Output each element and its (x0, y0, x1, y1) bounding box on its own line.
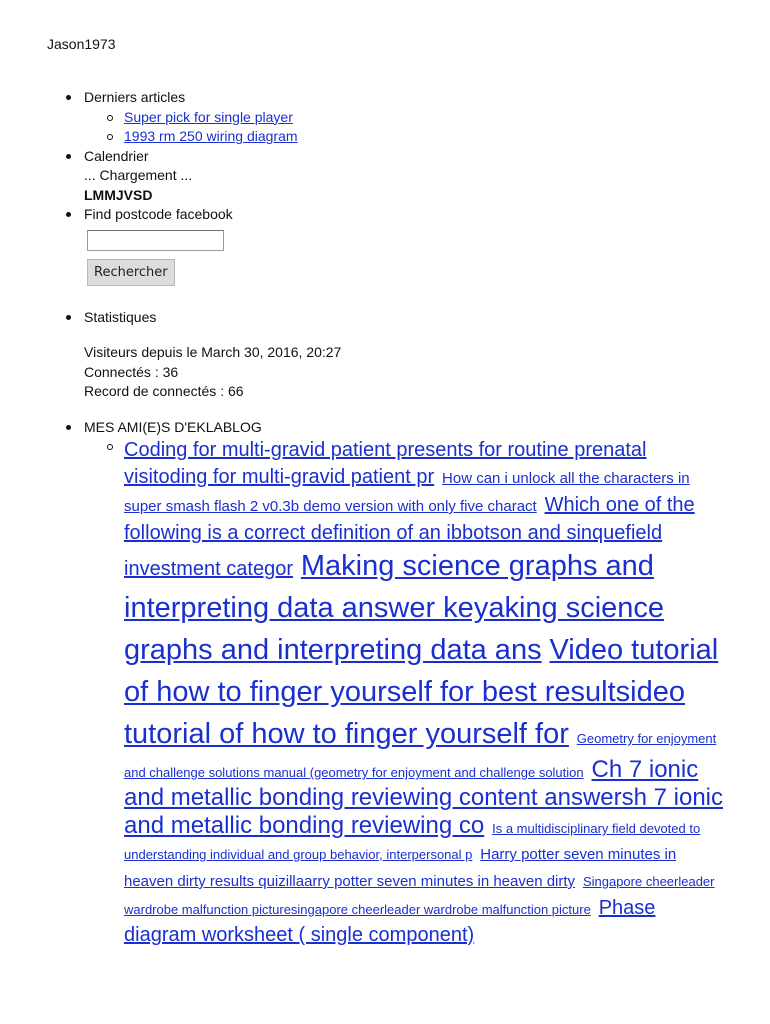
statistics-section (84, 308, 724, 402)
list-item (124, 108, 724, 128)
friend-link[interactable]: Video tutorial of how to finger yourself for best resultsideo tutorial of how to finger yourself for (124, 634, 719, 750)
friend-link[interactable]: Phase diagram worksheet ( single component) (124, 897, 656, 946)
friends-section (84, 418, 724, 950)
friend-link[interactable]: How can i unlock all the characters in super smash flash 2 v0.3b demo version with only five charact (124, 470, 690, 515)
search-section (84, 205, 724, 286)
friend-link[interactable]: Making science graphs and interpreting data answer keyaking science graphs and interpreting data ans (124, 550, 665, 666)
statistics-title: Statistiques (84, 308, 157, 325)
friends-title: MES AMI(E)S D'EKLABLOG (84, 418, 262, 435)
calendar-section (84, 147, 724, 206)
username: Jason1973 (47, 36, 116, 52)
list-item (124, 437, 724, 949)
friend-link[interactable]: Coding for multi-gravid patient presents for routine prenatal visitoding for multi-gravid patient pr (124, 439, 647, 488)
search-input[interactable] (87, 230, 224, 251)
friend-link[interactable]: Ch 7 ionic and metallic bonding reviewing content answersh 7 ionic and metallic bonding reviewing co (124, 756, 724, 839)
calendar-loading: ... Chargement ... (84, 167, 193, 183)
recent-articles-title: Derniers articles (84, 89, 186, 105)
friend-link[interactable]: Is a multidisciplinary field devoted to understanding individual and group behavior, interpersonal p (124, 821, 701, 862)
recent-articles-section (84, 88, 724, 147)
friend-link[interactable]: Singapore cheerleader wardrobe malfunction picturesingapore cheerleader wardrobe malfunction picture (124, 874, 715, 917)
friend-link[interactable]: Which one of the following is a correct definition of an ibbotson and sinquefield investment categor (124, 494, 695, 580)
connected-record: Record de connectés : 66 (84, 383, 244, 399)
calendar-title: Calendrier (84, 147, 149, 164)
connected-count: Connectés : 36 (84, 363, 179, 380)
friends-list (84, 437, 724, 949)
recent-articles-list (84, 108, 724, 147)
search-title: Find postcode facebook (84, 206, 233, 222)
recent-article-link[interactable]: 1993 rm 250 wiring diagram (124, 128, 298, 144)
statistics-block (84, 343, 724, 402)
list-item (124, 127, 724, 147)
search-button[interactable]: Rechercher (87, 259, 175, 286)
sidebar-list (0, 88, 724, 949)
visitors-since: Visiteurs depuis le March 30, 2016, 20:27 (84, 344, 342, 360)
calendar-days: LMMJVSD (84, 186, 153, 203)
recent-article-link[interactable]: Super pick for single player (124, 108, 293, 125)
friend-link[interactable]: Harry potter seven minutes in heaven dirty results quizillaarry potter seven minutes in heaven dirty (124, 846, 677, 890)
friend-link[interactable]: Geometry for enjoyment and challenge solutions manual (geometry for enjoyment and challenge solution (124, 731, 717, 780)
